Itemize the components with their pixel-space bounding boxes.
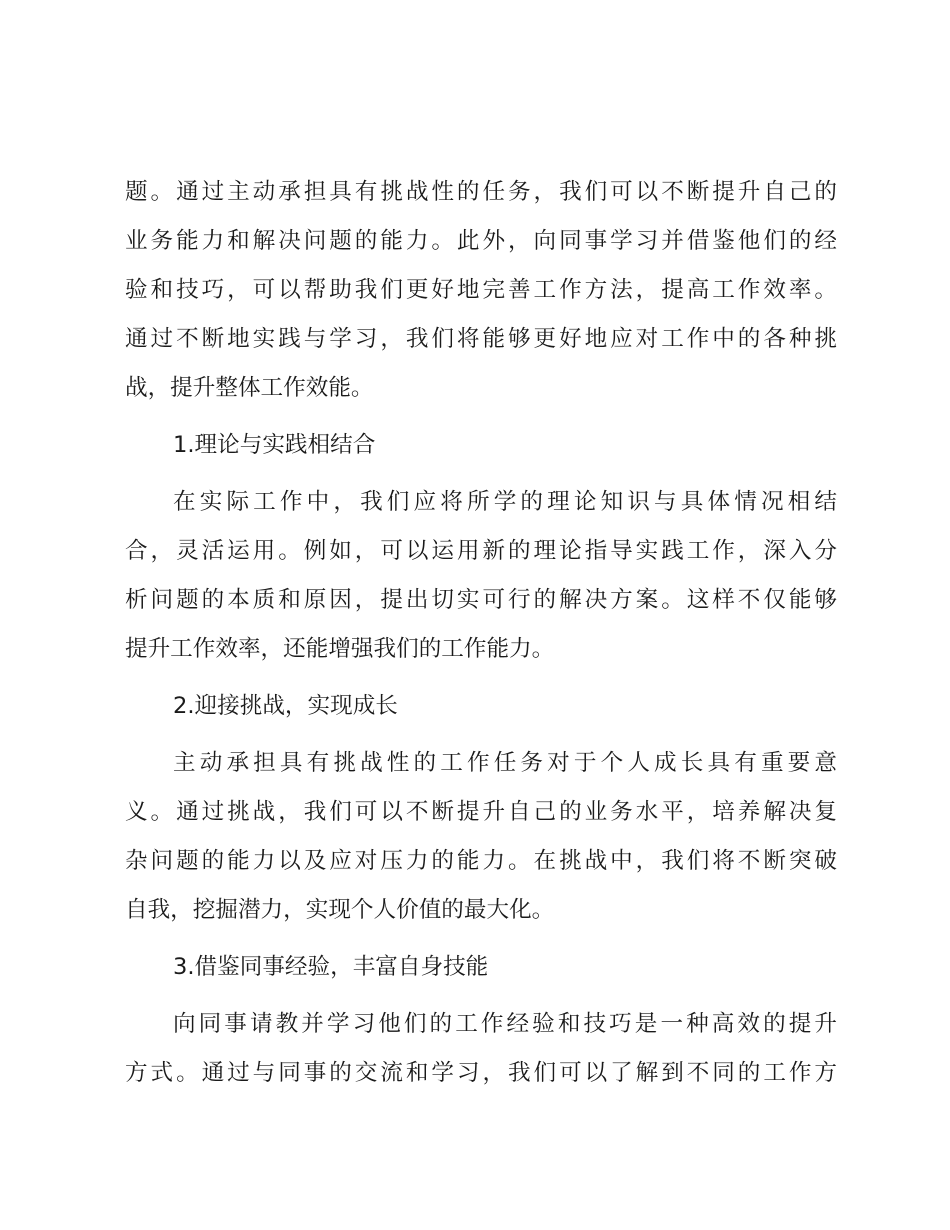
text-line: 方式。通过与同事的交流和学习，我们可以了解到不同的工作方 <box>125 1060 837 1086</box>
text-line: 析问题的本质和原因，提出切实可行的解决方案。这样不仅能够 <box>125 587 837 613</box>
text-line: 验和技巧，可以帮助我们更好地完善工作方法，提高工作效率。 <box>125 277 837 303</box>
paragraph-1 <box>125 478 837 674</box>
paragraph-3 <box>125 1000 837 1098</box>
paragraph-continuation <box>125 168 837 413</box>
text-line: 杂问题的能力以及应对压力的能力。在挑战中，我们将不断突破 <box>125 848 837 874</box>
text-line: 题。通过主动承担具有挑战性的任务，我们可以不断提升自己的 <box>125 179 837 205</box>
text-line: 在实际工作中，我们应将所学的理论知识与具体情况相结 <box>173 489 837 515</box>
text-line: 自我，挖掘潜力，实现个人价值的最大化。 <box>125 897 555 923</box>
text-line: 提升工作效率，还能增强我们的工作能力。 <box>125 636 555 662</box>
section-heading-3: 3.借鉴同事经验，丰富自身技能 <box>173 954 489 980</box>
text-line: 战，提升整体工作效能。 <box>125 375 374 401</box>
paragraph-2 <box>125 739 837 935</box>
text-line: 业务能力和解决问题的能力。此外，向同事学习并借鉴他们的经 <box>125 228 837 254</box>
text-line: 义。通过挑战，我们可以不断提升自己的业务水平，培养解决复 <box>125 799 837 825</box>
section-heading-1: 1.理论与实践相结合 <box>173 432 376 458</box>
text-line: 向同事请教并学习他们的工作经验和技巧是一种高效的提升 <box>173 1011 837 1037</box>
text-line: 合，灵活运用。例如，可以运用新的理论指导实践工作，深入分 <box>125 538 837 564</box>
section-heading-2: 2.迎接挑战，实现成长 <box>173 693 398 719</box>
text-line: 通过不断地实践与学习，我们将能够更好地应对工作中的各种挑 <box>125 326 837 352</box>
document-body <box>125 168 837 1098</box>
text-line: 主动承担具有挑战性的工作任务对于个人成长具有重要意 <box>173 750 837 776</box>
